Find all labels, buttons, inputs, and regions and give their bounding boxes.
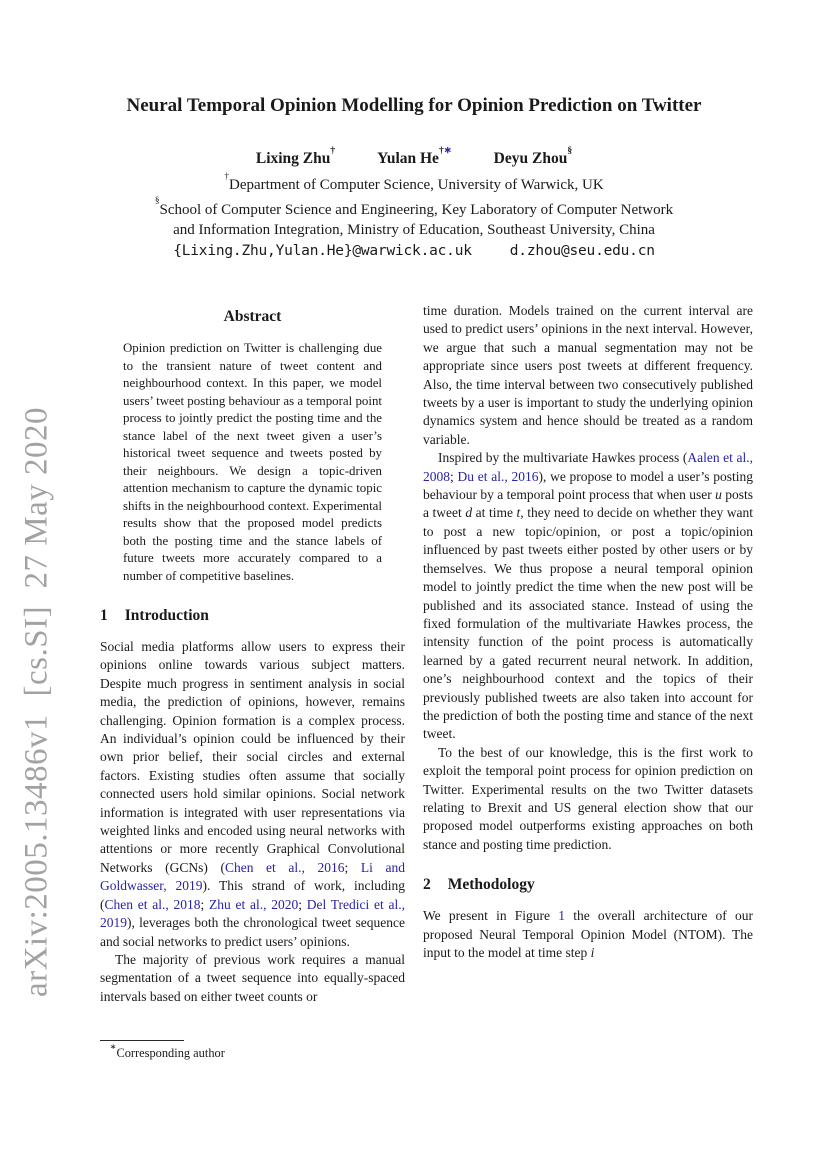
section-number: 2 [423, 876, 431, 894]
author-lixing-zhu [255, 144, 336, 168]
text-run: posts a tweet [423, 487, 753, 521]
text-run: Inspired by the multivariate Hawkes process ( [438, 450, 688, 466]
text-run: ; [200, 896, 209, 912]
affil-mark: † [224, 171, 229, 182]
text-run: , they need to decide on whether they want to post a new topic/opinion, or post a topic/opinion influenced by past tweets either posted by other users or by themselves. We thus propose a neural temporal opinion model to jointly predict the time when the new post will be published and its associated stance. Instead of using the fixed formulation of the multivariate Hawkes process, the intensity function of the point process is automatically learned by a gated recurrent neural network. In addition, one’s neighbourhood context and the topics of their previously published tweets are also taken into account for the prediction of both the posting time and stance of the next tweet. [423, 505, 753, 742]
author-affil-mark: § [567, 144, 573, 156]
math-symbol: i [590, 945, 595, 960]
text-run: the overall architecture of our proposed Neural Temporal Opinion Model (NTOM). The input to the model at time step [423, 908, 753, 960]
abstract-text: Opinion prediction on Twitter is challenging due to the transient nature of tweet content and neighbourhood context. In this paper, we model users’ tweet posting behaviour as a temporal point process to jointly predict the posting time and the stance label of the next tweet given a user’s historical tweet sequence and tweets posted by their neighbours. We design a topic-driven attention mechanism to capture the dynamic topic shifts in the neighbourhood context. Experimental results show that the proposed model predicts both the posting time and the stance labels of future tweets more accurately compared to a number of competitive baselines. [123, 341, 382, 583]
text-run: Social media platforms allow users to express their opinions online towards various subject matters. Despite much progress in sentiment analysis in social media, the prediction of opinions, however, remains challenging. Opinion formation is a complex process. An individual’s opinion could be influenced by their own prior belief, their social circles and external factors. Existing studies often assume that socially connected users hold similar opinions. Social network information is integrated with user representations via weighted links and encoded using neural networks with attentions or more recently Graphical Convolutional Networks (GCNs) ( [100, 639, 405, 875]
corresponding-author-mark[interactable]: ∗ [443, 144, 452, 156]
citation-link[interactable]: Li and Goldwasser, 2019 [100, 859, 405, 894]
author-line [84, 144, 744, 168]
paper-title: Neural Temporal Opinion Modelling for Opinion Prediction on Twitter [126, 95, 702, 116]
affil-text: Department of Computer Science, University of Warwick, UK [228, 177, 604, 194]
footnote [100, 1040, 405, 1061]
affil-mark: § [154, 196, 160, 207]
footnote-marker: ∗ [110, 1041, 117, 1051]
email-line [84, 243, 744, 259]
section-2-heading [423, 876, 753, 894]
text-run: ). This strand of work, including ( [100, 878, 405, 912]
right-paragraph-1: time duration. Models trained on the current interval are used to predict users’ opinions in the next interval. However, we argue that such a manual segmentation may not be appropriate since users post tweets at different frequency. Also, the time interval between two consecutively published tweets by a user is important to study the underlying opinion dynamics system and hence should be treated as a random variable. [423, 303, 753, 447]
affiliation-southeast-2 [84, 220, 744, 241]
footnote-text [100, 1041, 405, 1061]
email-warwick: {Lixing.Zhu,Yulan.He}@warwick.ac.uk [173, 242, 472, 259]
math-symbol: u [715, 487, 722, 503]
introduction-paragraph-2: The majority of previous work requires a manual segmentation of a tweet sequence into equally-spaced intervals based on either tweet counts or [100, 951, 405, 1004]
affil-text: and Information Integration, Ministry of Education, Southeast University, China [173, 222, 655, 239]
citation-link[interactable]: Del Tredici et al., 2019 [100, 896, 405, 931]
paper-header [84, 94, 744, 259]
author-name: Deyu Zhou [493, 150, 568, 168]
email-seu: d.zhou@seu.edu.cn [509, 242, 655, 259]
right-paragraph-2 [423, 449, 753, 744]
author-name: Yulan He [377, 150, 439, 168]
citation-link[interactable]: Chen et al., 2018 [104, 896, 201, 912]
text-run: We present in Figure [423, 908, 559, 924]
author-yulan-he [377, 144, 452, 168]
citation-link[interactable]: Chen et al., 2016 [224, 859, 345, 875]
text-run: ; [298, 896, 307, 912]
section-1-heading [100, 607, 405, 625]
introduction-paragraph-1 [100, 638, 405, 951]
author-name: Lixing Zhu [255, 150, 331, 168]
affiliation-southeast-1 [84, 196, 744, 221]
right-paragraph-3: To the best of our knowledge, this is the first work to exploit the temporal point process for opinion prediction on Twitter. Experimental results on the two Twitter datasets relating to Brexit and US general election show that our proposed model outperforms existing approaches on both stance and posting time prediction. [423, 744, 753, 852]
citation-link[interactable]: 1 [558, 908, 565, 924]
author-affil-mark: † [438, 144, 444, 156]
text-run: ), leverages both the chronological tweet sequence and social networks to predict users’ opinions. [100, 915, 405, 949]
footnote-label: Corresponding author [116, 1046, 225, 1061]
affiliation-warwick [84, 171, 744, 196]
author-deyu-zhou [493, 144, 573, 168]
math-symbol: t [516, 505, 521, 521]
arxiv-watermark: arXiv:2005.13486v1 [cs.SI] 27 May 2020 [18, 406, 55, 998]
citation-link[interactable]: Du et al., 2016 [457, 468, 539, 484]
abstract-heading: Abstract [223, 308, 282, 325]
author-affil-mark: † [330, 144, 336, 156]
citation-link[interactable]: Aalen et al., 2008 [423, 450, 753, 484]
math-symbol: d [465, 505, 473, 521]
affil-text: School of Computer Science and Engineering, Key Laboratory of Computer Network [159, 201, 674, 218]
text-run: at time [472, 505, 517, 521]
section-title: Methodology [447, 876, 535, 894]
footnote-rule [100, 1040, 184, 1041]
methodology-paragraph-1 [423, 907, 753, 962]
section-title: Introduction [124, 607, 209, 624]
right-column [423, 302, 753, 962]
text-run: ), we propose to model a user’s posting behaviour by a temporal point process that when user [423, 468, 753, 503]
citation-link[interactable]: Zhu et al., 2020 [209, 896, 299, 912]
section-number: 1 [100, 607, 108, 624]
left-column [100, 302, 405, 1006]
text-run: ; [450, 468, 458, 484]
text-run: ; [344, 859, 361, 875]
